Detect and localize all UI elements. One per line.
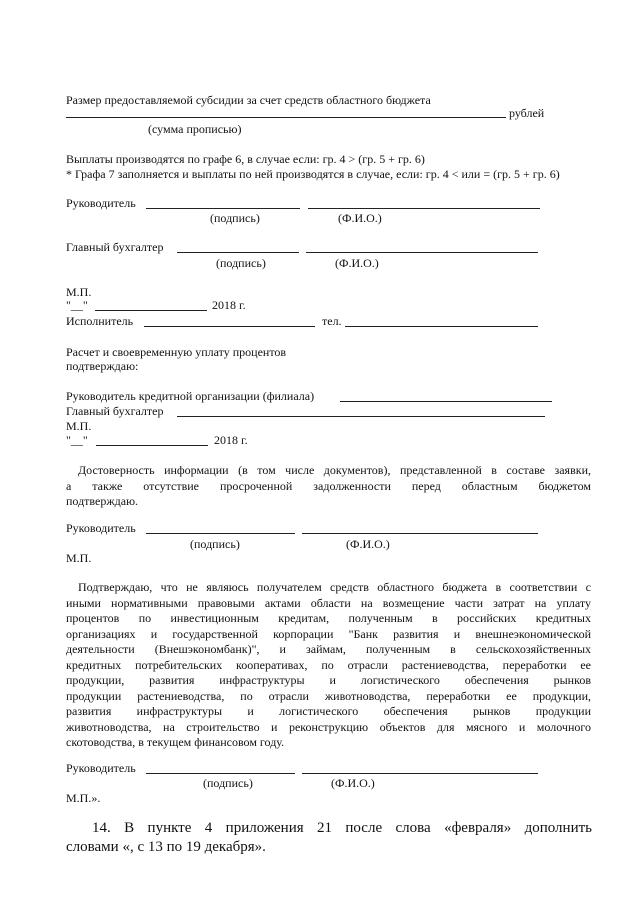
- signature-label-head: Руководитель: [66, 521, 136, 535]
- paragraph-line: деятельности (Внешэкономбанк)", и займам, полученным в сельскохозяйственных: [66, 642, 591, 656]
- paragraph-line: скотоводства, в текущем финансовом году.: [66, 735, 285, 749]
- signature-line: [146, 533, 295, 534]
- paragraph-line: продукции, развития инфраструктуры и логистического обеспечения рынков: [66, 673, 591, 687]
- signature-hint: (подпись): [190, 537, 240, 551]
- confirmation-paragraph: [66, 580, 591, 751]
- stamp-mark: М.П.: [66, 285, 92, 299]
- interest-line-1: Расчет и своевременную уплату процентов: [66, 345, 287, 359]
- payment-rule-2: * Графа 7 заполняется и выплаты по ней производятся в случае, если: гр. 4 < или = (гр. 5 + гр. 6): [66, 167, 560, 181]
- amendment-line-1: 14. В пункте 4 приложения 21 после слова «февраля» дополнить: [92, 820, 592, 836]
- name-hint: (Ф.И.О.): [338, 211, 382, 225]
- stamp-mark: М.П.: [66, 419, 92, 433]
- name-hint: (Ф.И.О.): [335, 256, 379, 270]
- date-year: 2018 г.: [214, 433, 248, 447]
- signature-label-head: Руководитель: [66, 761, 136, 775]
- paragraph-line: подтверждаю.: [66, 494, 139, 508]
- paragraph-line: продукции растениеводства, по отрасли животноводства, переработки ее продукции,: [66, 688, 591, 703]
- paragraph-line: животноводства, на строительство и реконструкцию объектов для мясного и молочного: [66, 719, 591, 734]
- signature-hint: (подпись): [210, 211, 260, 225]
- signature-line: [146, 208, 300, 209]
- amendment-line-2: словами «, с 13 по 19 декабря».: [66, 839, 266, 855]
- paragraph-line: Достоверность информации (в том числе документов), представленной в составе заявки,: [78, 463, 591, 477]
- name-hint: (Ф.И.О.): [346, 537, 390, 551]
- amendment-paragraph: [66, 819, 592, 857]
- reliability-paragraph: [66, 463, 591, 510]
- signature-label-accountant: Главный бухгалтер: [66, 240, 164, 254]
- interest-line-2: подтверждаю:: [66, 359, 139, 373]
- bank-head-line: [340, 401, 552, 402]
- paragraph-line: процентов по инвестиционным кредитам, полученным в российских кредитных: [66, 611, 591, 625]
- signature-hint: (подпись): [216, 256, 266, 270]
- paragraph-line: кредитных потребительских кооперативах, по отрасли растениеводства, переработки ее: [66, 657, 591, 672]
- date-quote: "__": [66, 298, 88, 312]
- name-line: [308, 208, 540, 209]
- date-line: [96, 445, 208, 446]
- bank-accountant-line: [177, 416, 545, 417]
- executor-line: [144, 326, 315, 327]
- paragraph-line: иными нормативными правовыми актами области на возмещение части затрат на уплату: [66, 595, 591, 610]
- stamp-mark: М.П.».: [66, 791, 101, 805]
- name-line: [302, 533, 538, 534]
- date-quote: "__": [66, 433, 88, 447]
- name-line: [306, 252, 538, 253]
- date-year: 2018 г.: [212, 298, 246, 312]
- subsidy-title: Размер предоставляемой субсидии за счет средств областного бюджета: [66, 93, 431, 107]
- subsidy-amount-line: [66, 117, 506, 118]
- name-hint: (Ф.И.О.): [331, 776, 375, 790]
- subsidy-hint: (сумма прописью): [148, 122, 242, 136]
- paragraph-line: Подтверждаю, что не являюсь получателем средств областного бюджета в соответствии с: [78, 580, 591, 594]
- paragraph-line: организациях и государственной корпорации "Банк развития и внешнеэкономической: [66, 626, 591, 641]
- signature-line: [146, 773, 295, 774]
- paragraph-line: а также отсутствие просроченной задолженности перед областным бюджетом: [66, 478, 591, 493]
- tel-label: тел.: [322, 314, 342, 328]
- subsidy-unit: рублей: [509, 106, 545, 120]
- stamp-mark: М.П.: [66, 551, 92, 565]
- signature-line: [177, 252, 299, 253]
- payment-rule-1: Выплаты производятся по графе 6, в случае если: гр. 4 > (гр. 5 + гр. 6): [66, 152, 425, 166]
- date-line: [95, 310, 207, 311]
- name-line: [302, 773, 538, 774]
- signature-hint: (подпись): [203, 776, 253, 790]
- bank-head-label: Руководитель кредитной организации (филиала): [66, 389, 315, 403]
- tel-line: [345, 326, 538, 327]
- signature-label-head: Руководитель: [66, 196, 136, 210]
- paragraph-line: развития инфраструктуры и логистического обеспечения рынков продукции: [66, 704, 591, 718]
- bank-accountant-label: Главный бухгалтер: [66, 404, 164, 418]
- executor-label: Исполнитель: [66, 314, 134, 328]
